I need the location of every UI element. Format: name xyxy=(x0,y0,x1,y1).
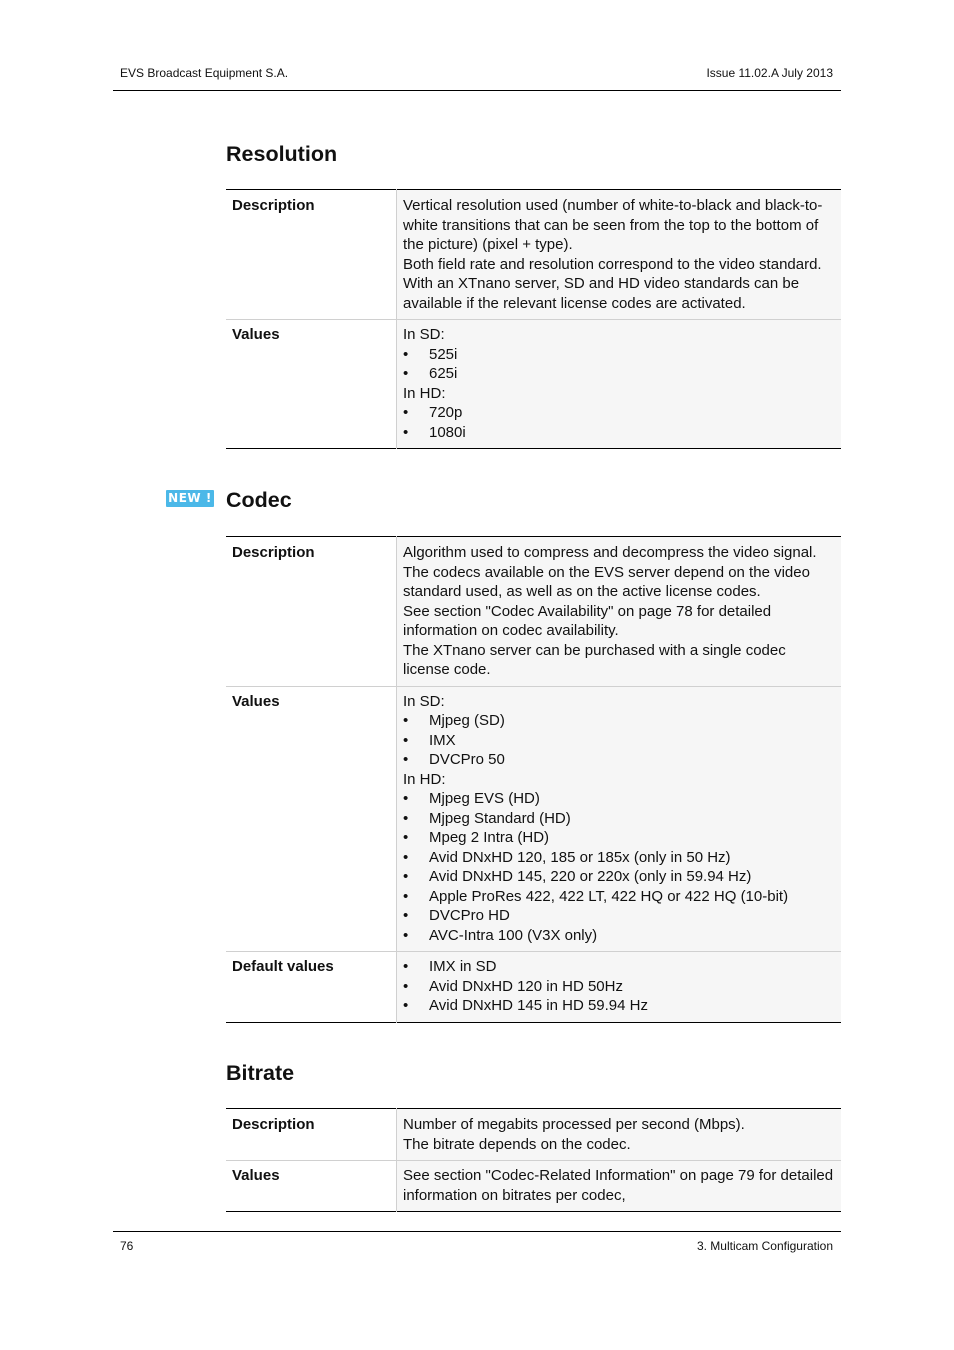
row-label: Values xyxy=(226,686,397,952)
table-row xyxy=(226,686,841,952)
row-value xyxy=(397,320,842,449)
list-item: • Avid DNxHD 145, 220 or 220x (only in 59.94 Hz) xyxy=(403,867,835,887)
table-row xyxy=(226,952,841,1023)
codec-heading: Codec xyxy=(226,488,292,512)
list-item: • 625i xyxy=(403,364,835,384)
header-issue: Issue 11.02.A July 2013 xyxy=(706,66,833,80)
list-item: • Apple ProRes 422, 422 LT, 422 HQ or 422 HQ (10-bit) xyxy=(403,887,835,907)
row-label: Description xyxy=(226,537,397,687)
group-label: In SD: xyxy=(403,692,445,710)
row-value: See section "Codec-Related Information" on page 79 for detailed information on bitrates per codec, xyxy=(397,1161,842,1212)
list-item: • 1080i xyxy=(403,423,835,443)
bullet-list xyxy=(403,789,835,945)
row-label: Description xyxy=(226,190,397,320)
resolution-table xyxy=(226,189,841,449)
group-label: In SD: xyxy=(403,326,445,343)
bullet-list xyxy=(403,403,835,442)
table-row xyxy=(226,537,841,687)
page-number: 76 xyxy=(120,1239,134,1253)
row-value xyxy=(397,1109,842,1161)
list-item: • Mjpeg EVS (HD) xyxy=(403,789,835,809)
page-header xyxy=(113,66,841,91)
bullet-list xyxy=(403,957,835,1016)
list-item: • IMX in SD xyxy=(403,957,835,977)
description-text: Algorithm used to compress and decompress the video signal. xyxy=(403,544,817,561)
list-item: • Mpeg 2 Intra (HD) xyxy=(403,828,835,848)
list-item: • 720p xyxy=(403,403,835,423)
table-row xyxy=(226,1161,841,1212)
description-text: The bitrate depends on the codec. xyxy=(403,1135,631,1153)
header-company: EVS Broadcast Equipment S.A. xyxy=(120,66,289,80)
row-value xyxy=(397,537,842,687)
list-item: • Avid DNxHD 120, 185 or 185x (only in 50 Hz) xyxy=(403,848,835,868)
row-label: Default values xyxy=(226,952,397,1023)
row-label: Values xyxy=(226,320,397,449)
new-badge: NEW ! xyxy=(166,490,214,507)
row-value xyxy=(397,190,842,320)
list-item: • IMX xyxy=(403,731,835,751)
description-text: The codecs available on the EVS server depend on the video standard used, as well as on the active license codes. xyxy=(403,563,810,600)
group-label: In HD: xyxy=(403,384,446,402)
list-item: • 525i xyxy=(403,345,835,365)
resolution-heading: Resolution xyxy=(226,142,338,166)
list-item: • Mjpeg Standard (HD) xyxy=(403,809,835,829)
footer-chapter: 3. Multicam Configuration xyxy=(696,1239,833,1253)
row-label: Values xyxy=(226,1161,397,1212)
description-text: Number of megabits processed per second (Mbps). xyxy=(403,1116,745,1133)
list-item: • DVCPro 50 xyxy=(403,750,835,770)
table-row xyxy=(226,320,841,449)
bitrate-table xyxy=(226,1108,841,1212)
description-text: See section "Codec Availability" on page 78 for detailed information on codec availability. xyxy=(403,602,772,639)
description-text: Both field rate and resolution correspond to the video standard. With an XTnano server, SD and HD video standards can be available if the relevant license codes are activated. xyxy=(403,255,822,312)
list-item: • AVC-Intra 100 (V3X only) xyxy=(403,926,835,946)
bullet-list xyxy=(403,345,835,384)
row-value xyxy=(397,952,842,1023)
table-row xyxy=(226,190,841,320)
table-row xyxy=(226,1109,841,1161)
description-text: Vertical resolution used (number of white-to-black and black-to-white transitions that can be seen from the top to the bottom of the picture) (pixel + type). xyxy=(403,197,823,253)
row-label: Description xyxy=(226,1109,397,1161)
list-item: • Mjpeg (SD) xyxy=(403,711,835,731)
codec-table xyxy=(226,536,841,1023)
list-item: • Avid DNxHD 145 in HD 59.94 Hz xyxy=(403,996,835,1016)
group-label: In HD: xyxy=(403,770,446,788)
description-text: The XTnano server can be purchased with a single codec license code. xyxy=(403,641,786,678)
bitrate-heading: Bitrate xyxy=(226,1061,295,1085)
row-value xyxy=(397,686,842,952)
list-item: • DVCPro HD xyxy=(403,906,835,926)
list-item: • Avid DNxHD 120 in HD 50Hz xyxy=(403,977,835,997)
bullet-list xyxy=(403,711,835,770)
page-footer xyxy=(113,1231,841,1253)
